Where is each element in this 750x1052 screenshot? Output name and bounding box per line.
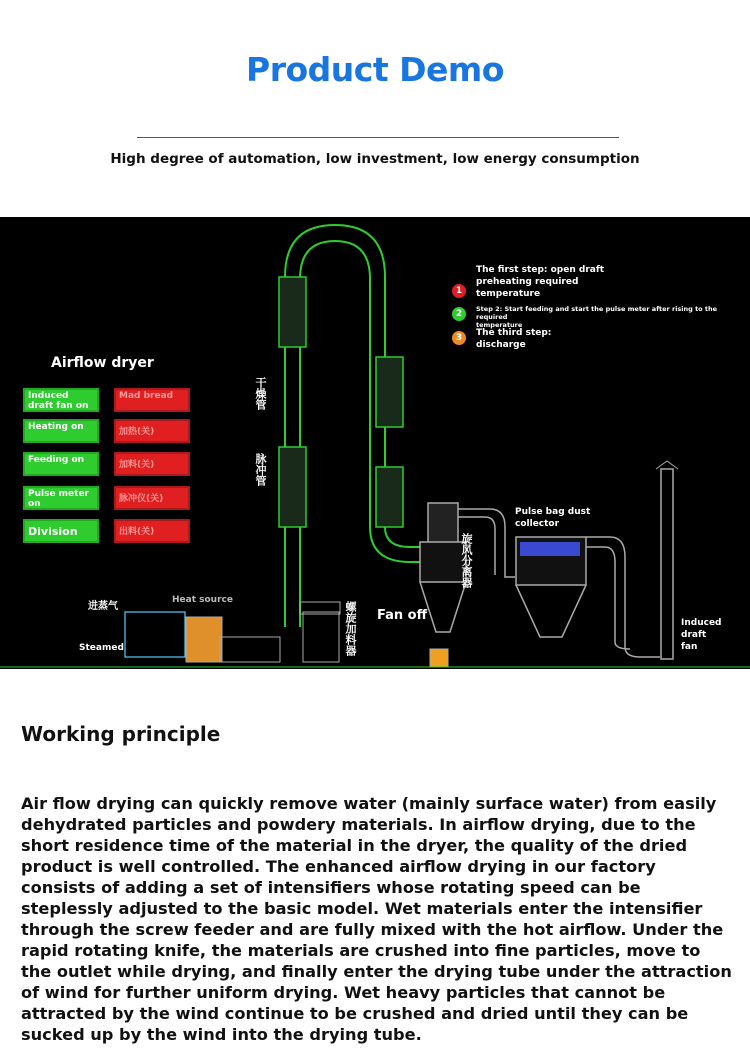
feeding-off-button[interactable]: 加料(关)	[114, 452, 190, 476]
pulse-meter-on-button[interactable]: Pulse meter on	[23, 486, 99, 510]
induced-fan-label: Induced draft fan	[681, 618, 722, 652]
screw-feeder	[303, 612, 339, 662]
page-title: Product Demo	[246, 50, 504, 89]
discharge-off-button[interactable]: 出料(关)	[114, 519, 190, 543]
heat-exchanger	[186, 617, 222, 662]
cyclone-separator	[428, 503, 458, 543]
header-divider	[137, 137, 619, 138]
division-button[interactable]: Division	[23, 519, 99, 543]
dry-tube-label: 干燥管	[254, 377, 267, 410]
feeding-on-button[interactable]: Feeding on	[23, 452, 99, 476]
pulse-meter-off-button[interactable]: 脉冲仪(关)	[114, 486, 190, 510]
step3-marker: 3	[452, 331, 466, 345]
section-body: Air flow drying can quickly remove water (mainly surface water) from easily dehydrated particles and powdery materials. In airflow drying, due to the short residence time of the material in the dryer, the quality of the dried product is well controlled. The enhanced airflow drying in our factory consists of adding a set of intensifiers whose rotating speed can be steplessly adjusted to the basic model. Wet materials enter the intensifier through the screw feeder and are fully mixed with the hot airflow. Under the rapid rotating knife, the materials are crushed into fine particles, move to the outlet while drying, and finally enter the drying tube under the attraction of wind for further uniform drying. Wet heavy particles that cannot be attracted by the wind continue to be crushed and dried until they can be sucked up by the wind into the drying tube.	[21, 794, 732, 1044]
heat-source-label: Heat source	[172, 595, 233, 605]
induced-draft-on-button[interactable]: Induced draft fan on	[23, 388, 99, 412]
step1-text: The first step: open draft preheating required temperature	[476, 265, 605, 299]
steamed-label: Steamed	[79, 643, 124, 653]
pulse-collector-label: Pulse bag dust collector	[515, 507, 591, 529]
section-heading: Working principle	[21, 722, 221, 746]
pulse-tube-label: 脉冲管	[254, 453, 267, 486]
step3-text: The third step: discharge	[476, 328, 552, 350]
diagram-title: Airflow dryer	[51, 355, 154, 371]
step2-text: Step 2: Start feeding and start the pulse meter after rising to the required temperature	[476, 305, 718, 329]
screw-feeder-label: 螺旋加料器	[344, 601, 357, 656]
page-subtitle: High degree of automation, low investment, low energy consumption	[110, 151, 640, 167]
step2-marker: 2	[452, 307, 466, 321]
induced-draft-off-button[interactable]: Mad bread	[114, 388, 190, 412]
heating-off-button[interactable]: 加热(关)	[114, 419, 190, 443]
step1-marker: 1	[452, 284, 466, 298]
airflow-dryer-diagram	[0, 217, 750, 669]
exhaust-stack	[661, 469, 673, 659]
cyclone-label: 旋风分离器	[460, 533, 473, 588]
steam-in-label: 进蒸气	[88, 601, 118, 612]
fan-off-label: Fan off	[377, 608, 428, 623]
heating-on-button[interactable]: Heating on	[23, 419, 99, 443]
